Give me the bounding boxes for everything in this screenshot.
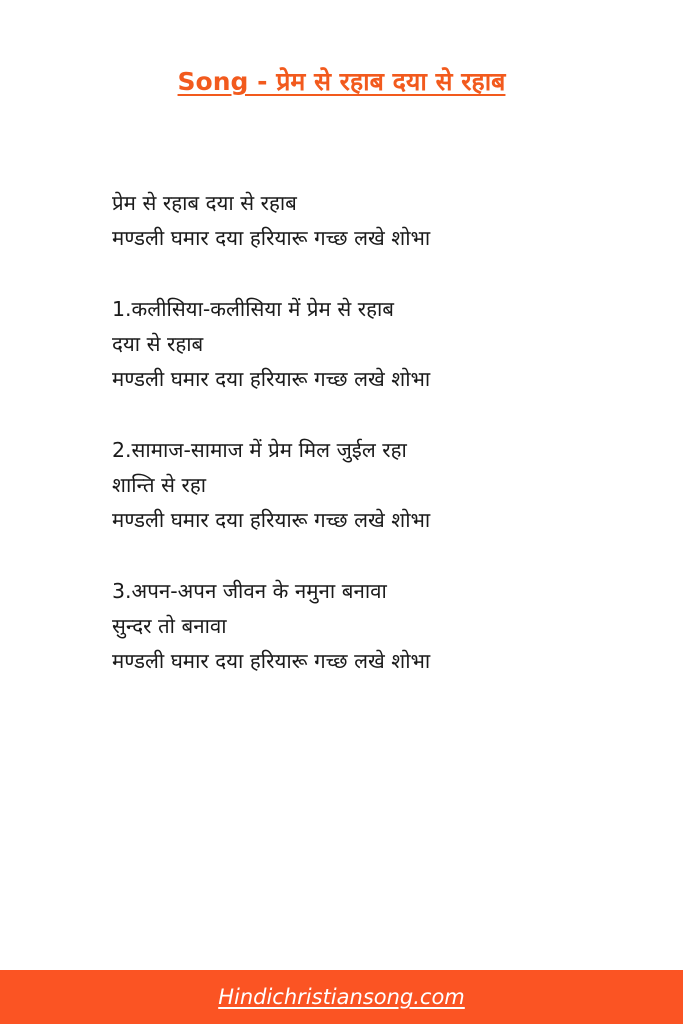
- stanza-3: [112, 574, 652, 679]
- lyric-line: 3.अपन-अपन जीवन के नमुना बनावा: [112, 579, 387, 603]
- lyric-line: दया से रहाब: [112, 332, 204, 356]
- lyric-line: मण्डली घमार दया हरियारू गच्छ लखे शोभा: [112, 649, 431, 673]
- lyrics-container: [112, 186, 652, 715]
- lyric-line: 2.सामाज-सामाज में प्रेम मिल जुईल रहा: [112, 438, 407, 462]
- lyric-line: प्रेम से रहाब दया से रहाब: [112, 191, 297, 215]
- song-title: Song - प्रेम से रहाब दया से रहाब: [177, 67, 506, 96]
- stanza-chorus: [112, 186, 652, 256]
- lyric-line: सुन्दर तो बनावा: [112, 614, 227, 638]
- lyric-line: मण्डली घमार दया हरियारू गच्छ लखे शोभा: [112, 226, 431, 250]
- footer-site-link[interactable]: Hindichristiansong.com: [218, 985, 465, 1009]
- lyric-line: शान्ति से रहा: [112, 473, 207, 497]
- lyric-line: मण्डली घमार दया हरियारू गच्छ लखे शोभा: [112, 367, 431, 391]
- footer-bar: [0, 970, 683, 1024]
- lyric-line: 1.कलीसिया-कलीसिया में प्रेम से रहाब: [112, 297, 394, 321]
- stanza-2: [112, 433, 652, 538]
- lyric-line: मण्डली घमार दया हरियारू गच्छ लखे शोभा: [112, 508, 431, 532]
- stanza-1: [112, 292, 652, 397]
